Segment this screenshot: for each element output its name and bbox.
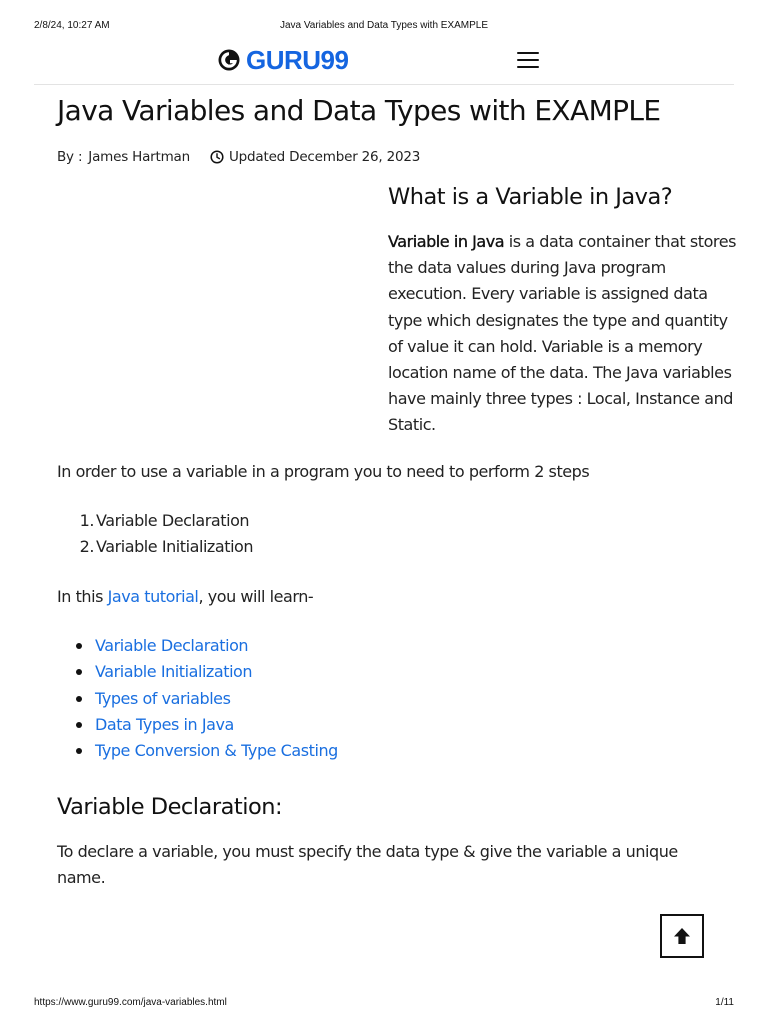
clock-icon [210, 150, 224, 164]
list-item [57, 686, 338, 712]
bullet [76, 669, 82, 675]
list-item [57, 712, 338, 738]
back-to-top-button[interactable] [660, 914, 704, 958]
print-url: https://www.guru99.com/java-variables.html [34, 997, 227, 1008]
site-header [34, 40, 734, 85]
toc-link-types-of-variables[interactable]: Types of variables [95, 688, 231, 708]
toc-link-data-types[interactable]: Data Types in Java [95, 714, 234, 734]
heading-variable-declaration: Variable Declaration: [57, 794, 283, 820]
heading-what-is-variable: What is a Variable in Java? [388, 184, 673, 210]
toc-link-type-conversion[interactable]: Type Conversion & Type Casting [95, 741, 338, 761]
intro-paragraph [388, 229, 738, 439]
list-item [57, 633, 338, 659]
arrow-up-icon [672, 926, 692, 946]
list-item [57, 508, 253, 534]
bullet [76, 748, 82, 754]
steps-intro: In order to use a variable in a program you to need to perform 2 steps [57, 462, 590, 481]
toc-link-variable-initialization[interactable]: Variable Initialization [95, 662, 253, 682]
learn-intro-text: In this [57, 587, 108, 606]
bullet [76, 643, 82, 649]
byline [57, 147, 420, 167]
step-number: 1. [79, 511, 94, 530]
list-item [57, 738, 338, 764]
updated-date: Updated December 26, 2023 [228, 149, 421, 165]
step-label: Variable Initialization [96, 537, 254, 557]
learn-intro-text-after: , you will learn- [198, 587, 314, 606]
page-title: Java Variables and Data Types with EXAMPLE [57, 94, 661, 127]
site-logo[interactable] [218, 46, 348, 74]
list-item [57, 659, 338, 685]
step-number: 2. [79, 537, 94, 557]
step-label: Variable Declaration [96, 511, 250, 530]
variable-term: Variable in Java [388, 232, 505, 251]
steps-list [57, 508, 253, 561]
author-name[interactable]: James Hartman [88, 149, 190, 165]
print-doc-title: Java Variables and Data Types with EXAMPLE [279, 20, 489, 31]
toc-link-variable-declaration[interactable]: Variable Declaration [95, 636, 249, 655]
list-item [57, 534, 253, 560]
print-page-number: 1/11 [715, 997, 734, 1008]
print-datetime: 2/8/24, 10:27 AM [34, 20, 110, 31]
toc-list [57, 633, 338, 764]
java-tutorial-link[interactable]: Java tutorial [107, 587, 199, 606]
by-label: By : [57, 149, 83, 165]
learn-intro [57, 584, 737, 610]
bullet [76, 696, 82, 702]
declaration-paragraph: To declare a variable, you must specify the data type & give the variable a unique name. [57, 842, 678, 888]
bullet [76, 722, 82, 728]
guru99-logo-icon [218, 49, 240, 71]
logo-text: GURU99 [246, 44, 349, 75]
intro-body: is a data container that stores the data values during Java program execution. Every variable is assigned data type which designates the type and quantity of value it can hold. Variable is a memory location name of the data. The Java variables have mainly three types : Local, Instance and Static. [388, 232, 736, 435]
hamburger-menu-icon[interactable] [514, 48, 542, 72]
